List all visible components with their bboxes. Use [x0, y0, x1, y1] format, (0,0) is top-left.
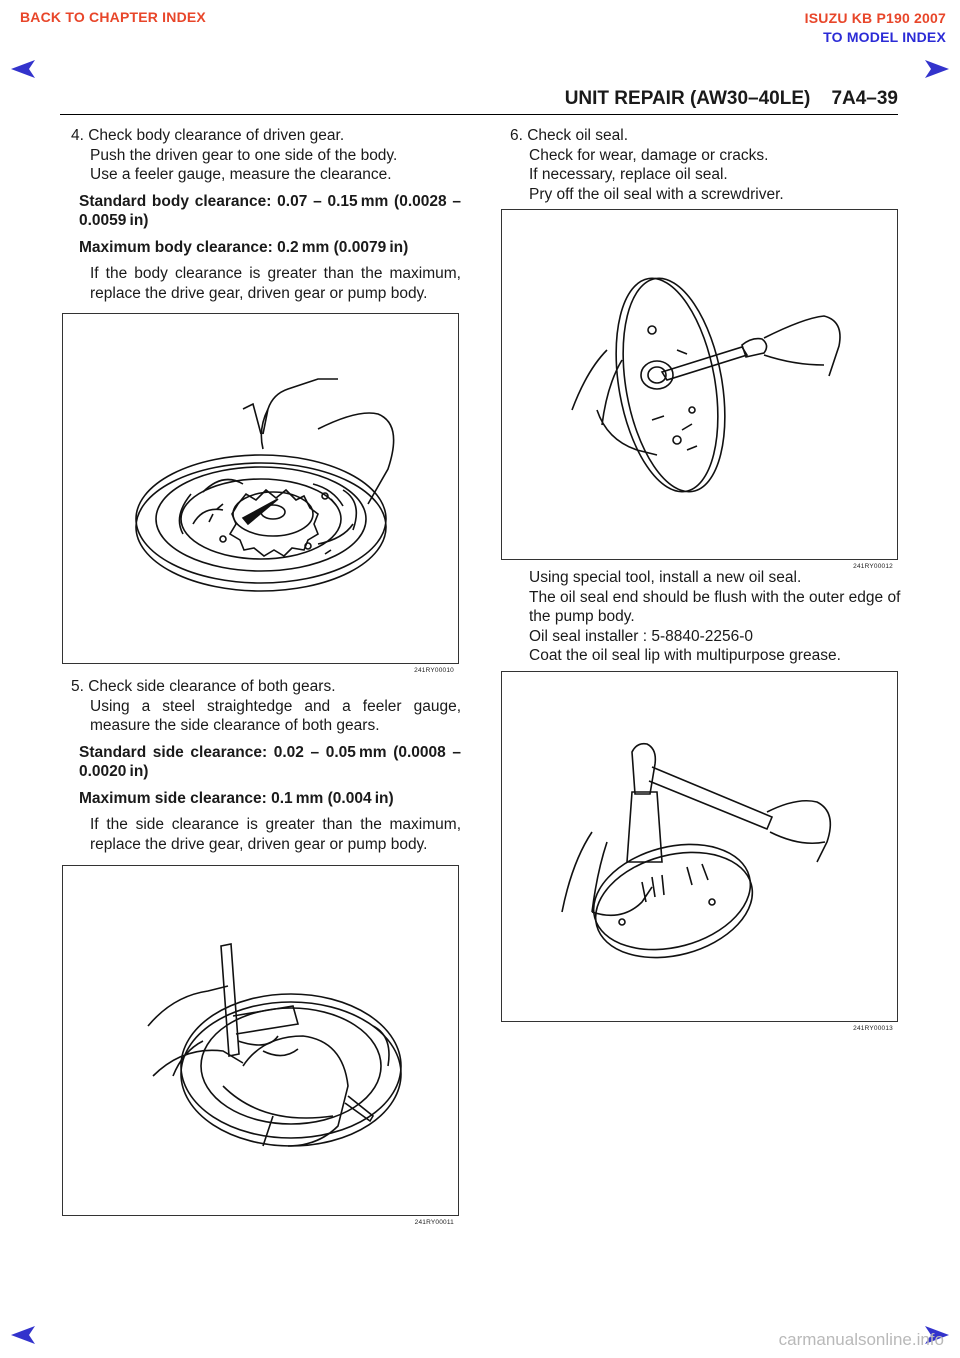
- maximum-side-clearance: Maximum side clearance: 0.1 mm (0.004 in): [79, 789, 394, 807]
- install-line-1: Using special tool, install a new oil seal.: [529, 569, 802, 586]
- install-line-2: The oil seal end should be flush with the outer edge of the pump body.: [529, 588, 901, 625]
- to-model-index-label: TO MODEL INDEX: [823, 29, 946, 45]
- step-6-line-3: Pry off the oil seal with a screwdriver.: [529, 185, 784, 203]
- screwdriver-oil-seal-illustration: [502, 210, 897, 559]
- figure-body-clearance: [62, 313, 459, 674]
- watermark: carmanualsonline.info: [778, 1330, 944, 1349]
- hammer-seal-installer-illustration: [502, 672, 897, 1021]
- model-name-label: ISUZU KB P190 2007: [804, 10, 946, 26]
- step-6-line-2: If necessary, replace oil seal.: [529, 166, 728, 183]
- figure-code: 241RY00013: [853, 1025, 893, 1032]
- arrow-left-icon[interactable]: [11, 60, 37, 78]
- straightedge-feeler-gauge-illustration: [63, 866, 458, 1215]
- step-4-note: If the body clearance is greater than the maximum, replace the drive gear, driven gear or pump body.: [90, 265, 461, 302]
- install-oil-seal-section: [510, 568, 902, 666]
- arrow-left-icon[interactable]: [11, 1326, 37, 1344]
- step-5-note: If the side clearance is greater than the maximum, replace the drive gear, driven gear or pump body.: [90, 816, 461, 853]
- standard-body-clearance: Standard body clearance: 0.07 – 0.15 mm (0.0028 – 0.0059 in): [79, 192, 461, 229]
- page-header-title: UNIT REPAIR (AW30–40LE) 7A4–39: [564, 88, 898, 109]
- figure-code: 241RY00011: [414, 1219, 454, 1226]
- figure-side-clearance: [62, 865, 459, 1226]
- pump-body-feeler-gauge-illustration: [63, 314, 458, 663]
- install-line-4: Coat the oil seal lip with multipurpose grease.: [529, 647, 841, 664]
- install-line-3: Oil seal installer : 5-8840-2256-0: [529, 627, 754, 645]
- standard-side-clearance: Standard side clearance: 0.02 – 0.05 mm (0.0008 – 0.0020 in): [79, 743, 461, 780]
- step-5-line-1: Using a steel straightedge and a feeler gauge, measure the side clearance of both gears.: [90, 697, 461, 734]
- step-6-title: 6. Check oil seal.: [510, 127, 629, 144]
- arrow-right-icon[interactable]: [923, 60, 949, 78]
- step-6-line-1: Check for wear, damage or cracks.: [529, 146, 769, 164]
- step-4-section: [71, 126, 461, 303]
- back-to-chapter-index-link[interactable]: BACK TO CHAPTER INDEX: [20, 9, 206, 25]
- step-4-line-1: Push the driven gear to one side of the body.: [90, 146, 398, 164]
- step-6-section: [510, 126, 900, 204]
- figure-install-oil-seal: [501, 671, 898, 1032]
- step-4-title: 4. Check body clearance of driven gear.: [71, 127, 345, 144]
- header-divider: [60, 114, 898, 115]
- model-index-link[interactable]: [805, 9, 946, 47]
- figure-pry-oil-seal: [501, 209, 898, 570]
- maximum-body-clearance: Maximum body clearance: 0.2 mm (0.0079 in): [79, 238, 409, 256]
- step-5-title: 5. Check side clearance of both gears.: [71, 678, 336, 695]
- figure-code: 241RY00012: [853, 563, 893, 570]
- step-5-section: [71, 677, 461, 854]
- step-4-line-2: Use a feeler gauge, measure the clearance.: [90, 166, 392, 183]
- figure-code: 241RY00010: [414, 667, 454, 674]
